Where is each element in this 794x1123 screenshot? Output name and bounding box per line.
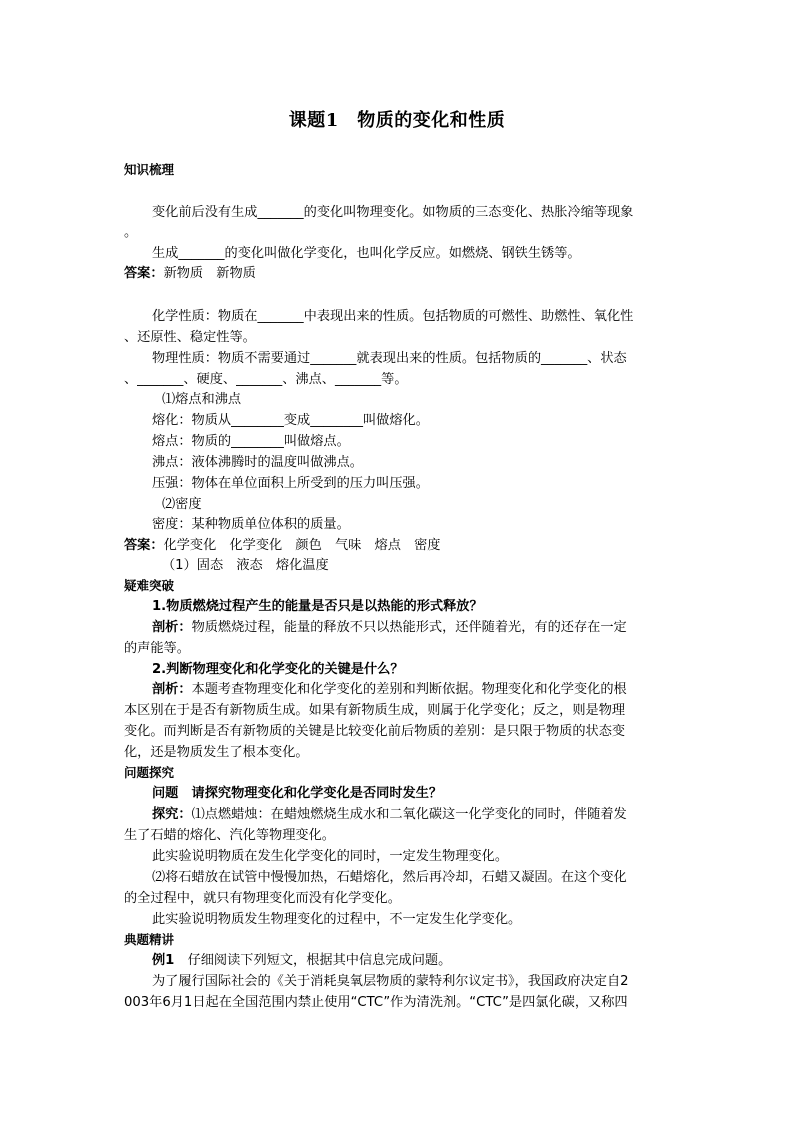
paragraph-line: 熔化：物质从________变成________叫做熔化。 xyxy=(152,413,429,428)
answer-text: 化学变化 化学变化 颜色 气味 熔点 密度 xyxy=(163,538,441,553)
analysis-label: 剖析： xyxy=(152,620,192,635)
paragraph-line: 熔点：物质的________叫做熔点。 xyxy=(152,434,350,449)
paragraph-line: ⑵密度 xyxy=(162,497,202,512)
analysis-text: 本题考查物理变化和化学变化的差别和判断依据。物理变化和化学变化的根 xyxy=(191,682,627,697)
section-heading-knowledge: 知识梳理 xyxy=(124,162,175,177)
question-heading: 1.物质燃烧过程产生的能量是否只是以热能的形式释放？ xyxy=(152,599,483,614)
answer-label: 答案： xyxy=(124,266,164,281)
answer-text: 新物质 新物质 xyxy=(163,266,256,281)
paragraph-line: 此实验说明物质在发生化学变化的同时，一定发生物理变化。 xyxy=(152,849,509,864)
question-heading: 问题 请探究物理变化和化学变化是否同时发生？ xyxy=(152,786,443,801)
answer-line xyxy=(124,264,672,284)
analysis-text: 物质燃烧过程，能量的释放不只以热能形式，还伴随着光，有的还存在一定 xyxy=(191,620,627,635)
paragraph-line: 压强：物体在单位面积上所受到的压力叫压强。 xyxy=(152,476,429,491)
answer-line: （1）固态 液态 熔化温度 xyxy=(162,558,329,573)
paragraph-line: 003年6月1日起在全国范围内禁止使用“CTC”作为清洗剂。“CTC”是四氯化碳，又称四 xyxy=(124,995,628,1010)
analysis-label: 剖析： xyxy=(152,682,192,697)
paragraph-line: 。 xyxy=(124,225,138,240)
paragraph-line: 、还原性、稳定性等。 xyxy=(124,330,256,345)
paragraph-line: 的声能等。 xyxy=(124,641,190,656)
section-heading-examples: 典题精讲 xyxy=(124,932,175,947)
exploration-line xyxy=(152,805,672,825)
paragraph-line: 的全过程中，就只有物理变化而没有化学变化。 xyxy=(124,891,401,906)
paragraph-line: ⑴熔点和沸点 xyxy=(162,392,242,407)
answer-line xyxy=(124,536,672,556)
paragraph-line: 化，还是物质发生了根本变化。 xyxy=(124,745,309,760)
paragraph-line: 密度：某种物质单位体积的质量。 xyxy=(152,517,350,532)
answer-label: 答案： xyxy=(124,538,164,553)
example-text: 仔细阅读下列短文，根据其中信息完成问题。 xyxy=(187,953,452,968)
paragraph-line: 本区别在于是否有新物质生成。如果有新物质生成，则属于化学变化；反之，则是物理 xyxy=(124,703,626,718)
section-heading-difficulty: 疑难突破 xyxy=(124,578,175,593)
exploration-text: ⑴点燃蜡烛：在蜡烛燃烧生成水和二氧化碳这一化学变化的同时，伴随着发 xyxy=(191,807,627,822)
example-line xyxy=(152,951,672,971)
paragraph-line: 生了石蜡的熔化、汽化等物理变化。 xyxy=(124,828,335,843)
question-heading: 2.判断物理变化和化学变化的关键是什么？ xyxy=(152,662,404,677)
paragraph-line: ⑵将石蜡放在试管中慢慢加热，石蜡熔化，然后再冷却，石蜡又凝固。在这个变化 xyxy=(152,870,627,885)
analysis-line xyxy=(152,618,672,638)
paragraph-line: 、_______、硬度、_______、沸点、_______等。 xyxy=(124,372,408,387)
paragraph-line: 此实验说明物质发生物理变化的过程中，不一定发生化学变化。 xyxy=(152,912,522,927)
paragraph-line: 生成_______的变化叫做化学变化，也叫化学反应。如燃烧、钢铁生锈等。 xyxy=(152,246,581,261)
paragraph-line: 物理性质：物质不需要通过_______就表现出来的性质。包括物质的_______、状态 xyxy=(152,351,627,366)
paragraph-line: 沸点：液体沸腾时的温度叫做沸点。 xyxy=(152,455,363,470)
paragraph-line: 变化。而判断是否有新物质的关键是比较变化前后物质的差别：是只限于物质的状态变 xyxy=(124,724,626,739)
analysis-line xyxy=(152,680,672,700)
page-title: 课题1 物质的变化和性质 xyxy=(288,110,506,131)
paragraph-line: 为了履行国际社会的《关于消耗臭氧层物质的蒙特利尔议定书》，我国政府决定自2 xyxy=(152,974,629,989)
example-label: 例1 xyxy=(152,953,175,968)
paragraph-line: 化学性质：物质在_______中表现出来的性质。包括物质的可燃性、助燃性、氧化性 xyxy=(152,309,634,324)
paragraph-line: 变化前后没有生成_______的变化叫物理变化。如物质的三态变化、热胀冷缩等现象 xyxy=(152,205,634,220)
section-heading-inquiry: 问题探究 xyxy=(124,765,175,780)
exploration-label: 探究： xyxy=(152,807,192,822)
